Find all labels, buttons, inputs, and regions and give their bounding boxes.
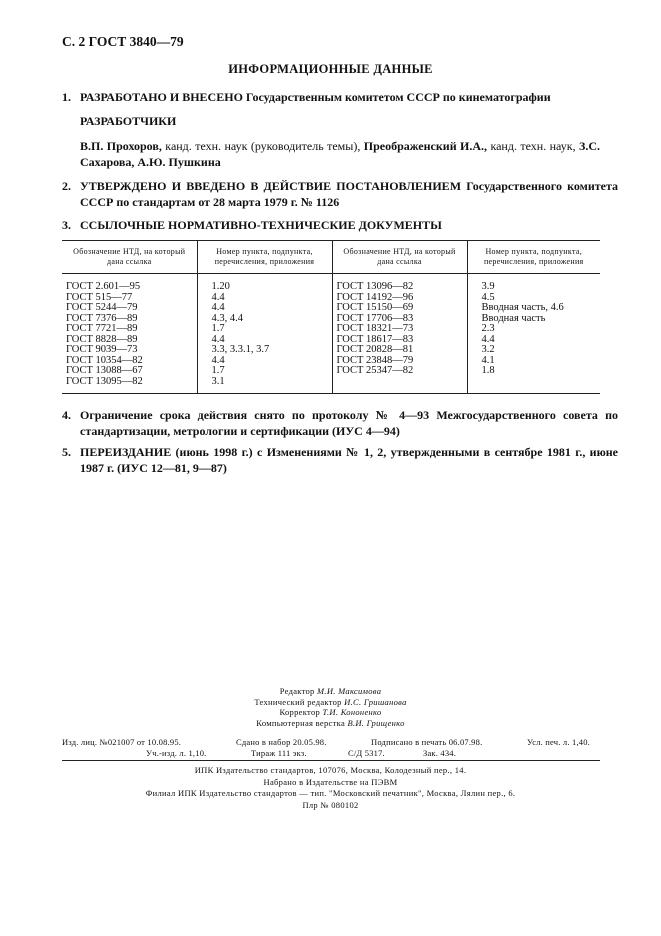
section-2-text: УТВЕРЖДЕНО И ВВЕДЕНО В ДЕЙСТВИЕ ПОСТАНОВЛЕНИЕМ Государственного комитета СССР по стандартам от 28 марта 1979 г. № 1126 [80, 179, 618, 209]
table-row [62, 324, 600, 335]
footer-line: ИПК Издательство стандартов, 107076, Москва, Колодезный пер., 14. [194, 765, 467, 775]
reference-table [62, 240, 600, 394]
item-ref: 1.8 [481, 365, 495, 376]
item-ref: 4.1 [481, 354, 495, 366]
ntd-code: ГОСТ 25347—82 [332, 366, 467, 377]
table-row [62, 303, 600, 314]
col-header-ntd: Обозначение НТД, на который дана ссылка [62, 241, 197, 274]
table-row [62, 345, 600, 356]
footer-line: Плр № 080102 [302, 799, 359, 810]
ntd-code: ГОСТ 10354—82 [62, 356, 197, 367]
credit-name: В.И. Грищенко [347, 717, 405, 728]
ntd-code: ГОСТ 13096—82 [332, 274, 467, 293]
section-1-text: РАЗРАБОТАНО И ВНЕСЕНО Государственным комитетом СССР по кинематографии [80, 90, 551, 104]
ntd-code: ГОСТ 8828—89 [62, 335, 197, 346]
section-4-text: Ограничение срока действия снято по протоколу № 4—93 Межгосударственного совета по стандартизации, метрологии и сертификации (ИУС 4—94) [80, 408, 618, 438]
item-ref: 4.5 [481, 291, 495, 303]
section-5 [62, 444, 618, 476]
table-row [62, 335, 600, 346]
footer-line: Филиал ИПК Издательство стандартов — тип. "Московский печатник", Москва, Лялин пер., 6. [145, 788, 516, 798]
item-ref [467, 377, 600, 394]
col-header-item: Номер пункта, подпункта, перечисления, приложения [467, 241, 600, 274]
item-ref: Вводная часть [481, 312, 546, 324]
ntd-code: ГОСТ 17706—83 [332, 314, 467, 325]
credit-label: Корректор [279, 707, 321, 717]
developer-names: З.С. Сахарова, А.Ю. Пушкина [80, 139, 600, 169]
credit-label: Компьютерная верстка [256, 717, 346, 728]
ntd-code: ГОСТ 2.601—95 [62, 274, 197, 293]
imprint-to-set: Сдано в набор 20.05.98. [236, 737, 327, 747]
footer-line: Набрано в Издательстве на ПЭВМ [263, 776, 398, 787]
ntd-code: ГОСТ 515—77 [62, 293, 197, 304]
item-ref: 3.1 [197, 377, 332, 394]
ntd-code: ГОСТ 13095—82 [62, 377, 197, 394]
credit-label: Редактор [279, 686, 315, 696]
imprint-pub-sheets: Уч.-изд. л. 1,10. [146, 748, 207, 758]
developer-role: канд. техн. наук (руководитель темы), [161, 139, 364, 153]
item-ref: Вводная часть, 4.6 [481, 302, 564, 313]
ntd-code: ГОСТ 14192—96 [332, 293, 467, 304]
table-row [62, 366, 600, 377]
ntd-code: ГОСТ 9039—73 [62, 345, 197, 356]
col-header-ntd: Обозначение НТД, на который дана ссылка [332, 241, 467, 274]
developer-name: Преображенский И.А., [363, 139, 488, 153]
publisher-footer [0, 765, 661, 811]
item-ref: 4.4 [197, 293, 332, 304]
ntd-code [332, 377, 467, 394]
credit-tech-editor [0, 697, 661, 708]
ntd-code: ГОСТ 7721—89 [62, 324, 197, 335]
section-5-number: 5. [62, 445, 71, 459]
credit-layout [0, 718, 661, 729]
credit-name: Т.И. Кононенко [322, 707, 382, 717]
item-ref: 1.7 [197, 366, 332, 377]
imprint-signed: Подписано в печать 06.07.98. [371, 737, 483, 747]
imprint-order-code: С/Д 5317. [348, 748, 385, 758]
item-ref: 4.3, 4.4 [197, 314, 332, 325]
ntd-code: ГОСТ 13088—67 [62, 366, 197, 377]
developer-role: канд. техн. наук, [487, 139, 579, 153]
section-5-text: ПЕРЕИЗДАНИЕ (июнь 1998 г.) с Изменениями № 1, 2, утвержденными в сентябре 1981 г., июне 1987 г. (ИУС 12—81, 9—87) [80, 445, 618, 475]
developer-name: В.П. Прохоров, [80, 139, 162, 153]
ntd-code: ГОСТ 18617—83 [332, 335, 467, 346]
ntd-code: ГОСТ 18321—73 [332, 324, 467, 335]
item-ref: 4.4 [481, 333, 495, 345]
table-header-row [62, 241, 600, 274]
ntd-code: ГОСТ 23848—79 [332, 356, 467, 367]
credit-name: И.С. Гришанова [344, 696, 407, 707]
col-header-item: Номер пункта, подпункта, перечисления, приложения [197, 241, 332, 274]
item-ref: 1.20 [197, 274, 332, 293]
section-1-number: 1. [62, 90, 71, 104]
item-ref: 3.3, 3.3.1, 3.7 [197, 345, 332, 356]
page-header: С. 2 ГОСТ 3840—79 [62, 34, 184, 49]
section-3 [62, 217, 600, 233]
credit-corrector [0, 707, 661, 718]
item-ref: 4.4 [197, 303, 332, 314]
table-row [62, 314, 600, 325]
ntd-code: ГОСТ 7376—89 [62, 314, 197, 325]
ntd-code: ГОСТ 15150—69 [332, 303, 467, 314]
section-2-number: 2. [62, 179, 71, 193]
document-title: ИНФОРМАЦИОННЫЕ ДАННЫЕ [228, 62, 433, 76]
imprint-license: Изд. лиц. №021007 от 10.08.95. [62, 737, 182, 747]
section-1 [62, 89, 600, 105]
section-4 [62, 407, 618, 439]
developers-heading: РАЗРАБОТЧИКИ [80, 114, 177, 128]
imprint-order-num: Зак. 434. [423, 748, 457, 758]
editorial-credits [0, 686, 661, 728]
section-3-number: 3. [62, 218, 71, 232]
credit-editor [0, 686, 661, 697]
section-2 [62, 178, 618, 210]
item-ref: 4.4 [197, 335, 332, 346]
ntd-code: ГОСТ 20828—81 [332, 345, 467, 356]
item-ref: 2.3 [481, 323, 495, 334]
item-ref: 1.7 [197, 324, 332, 335]
section-3-heading: ССЫЛОЧНЫЕ НОРМАТИВНО-ТЕХНИЧЕСКИЕ ДОКУМЕНТЫ [80, 218, 442, 232]
table-row [62, 274, 600, 293]
item-ref: 3.2 [481, 344, 495, 355]
section-4-number: 4. [62, 408, 71, 422]
credit-name: М.И. Максимова [317, 686, 382, 696]
imprint-print-sheets: Усл. печ. л. 1,40. [527, 737, 590, 747]
credit-label: Технический редактор [254, 696, 342, 707]
imprint-circulation: Тираж 111 экз. [251, 748, 307, 758]
item-ref: 4.4 [197, 356, 332, 367]
developers-list [80, 138, 600, 170]
footer-divider [62, 760, 600, 761]
ntd-code: ГОСТ 5244—79 [62, 303, 197, 314]
table-row [62, 377, 600, 394]
item-ref: 3.9 [481, 281, 495, 292]
